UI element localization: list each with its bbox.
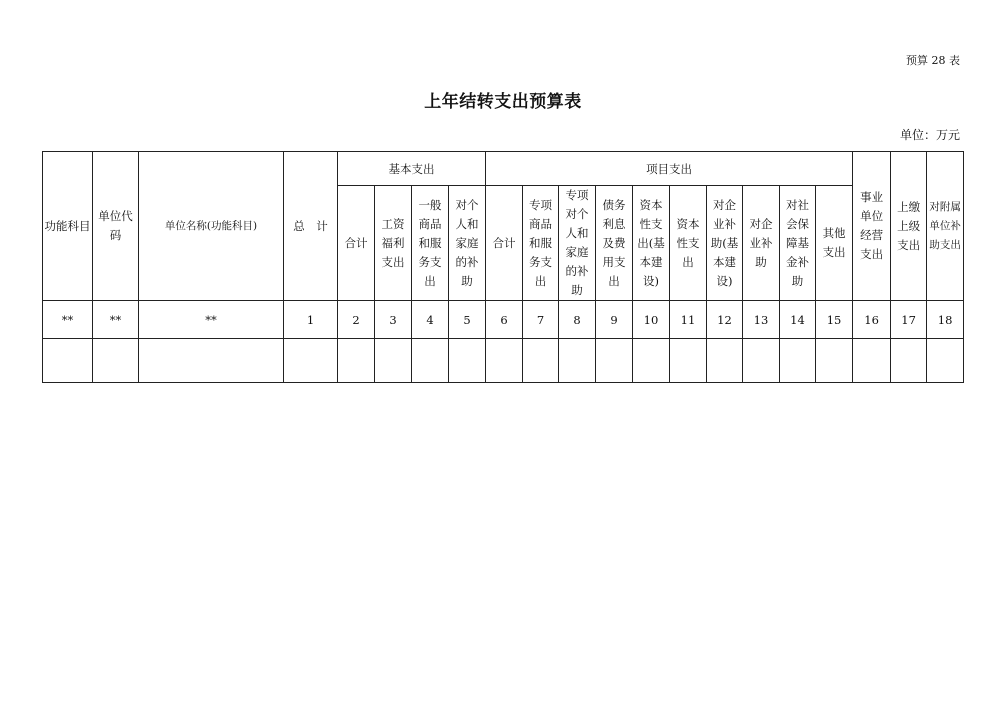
index-cell: 5 (449, 301, 486, 339)
header-subsidiary-unit-subsidy: 对附属 单位补 助支出 (927, 152, 964, 301)
header-project-goods-services: 专项 商品 和服 务支 出 (523, 186, 559, 301)
table-row (43, 339, 964, 383)
budget-table (42, 151, 964, 383)
data-cell (375, 339, 412, 383)
data-cell (816, 339, 853, 383)
header-project-debt-interest: 债务 利息 及费 用支 出 (596, 186, 633, 301)
header-project-social-security: 对社 会保 障基 金补 助 (780, 186, 816, 301)
index-cell: ** (139, 301, 284, 339)
page-title: 上年结转支出预算表 (424, 92, 582, 112)
header-basic-subtotal: 合计 (338, 186, 375, 301)
data-cell (670, 339, 707, 383)
index-cell: ** (93, 301, 139, 339)
data-cell (523, 339, 559, 383)
data-cell (139, 339, 284, 383)
data-cell (449, 339, 486, 383)
data-cell (891, 339, 927, 383)
index-cell: 13 (743, 301, 780, 339)
header-project-expenditure: 项目支出 (486, 152, 853, 186)
header-project-enterprise-construction: 对企 业补 助(基 本建 设) (707, 186, 743, 301)
header-basic-goods-services: 一般 商品 和服 务支 出 (412, 186, 449, 301)
header-unit-name: 单位名称(功能科目) (139, 152, 284, 301)
header-project-capital: 资本 性支 出 (670, 186, 707, 301)
data-cell (633, 339, 670, 383)
header-unit-code: 单位代 码 (93, 152, 139, 301)
index-cell: 1 (284, 301, 338, 339)
header-project-subtotal: 合计 (486, 186, 523, 301)
data-cell (338, 339, 375, 383)
data-cell (284, 339, 338, 383)
header-project-enterprise-subsidy: 对企 业补 助 (743, 186, 780, 301)
header-basic-household-subsidy: 对个 人和 家庭 的补 助 (449, 186, 486, 301)
data-cell (743, 339, 780, 383)
index-cell: 2 (338, 301, 375, 339)
index-cell: 10 (633, 301, 670, 339)
header-total: 总 计 (284, 152, 338, 301)
data-cell (596, 339, 633, 383)
index-cell: 4 (412, 301, 449, 339)
header-basic-expenditure: 基本支出 (338, 152, 486, 186)
index-cell: 18 (927, 301, 964, 339)
data-cell (707, 339, 743, 383)
data-cell (93, 339, 139, 383)
index-cell: 12 (707, 301, 743, 339)
data-cell (486, 339, 523, 383)
header-project-capital-construction: 资本 性支 出(基 本建 设) (633, 186, 670, 301)
header-business-unit-operating: 事业 单位 经营 支出 (853, 152, 891, 301)
header-basic-salary: 工资 福利 支出 (375, 186, 412, 301)
index-cell: 17 (891, 301, 927, 339)
index-cell: 11 (670, 301, 707, 339)
index-cell: 8 (559, 301, 596, 339)
index-cell: 7 (523, 301, 559, 339)
data-cell (412, 339, 449, 383)
form-number: 预算 28 表 (906, 54, 960, 67)
index-cell: 16 (853, 301, 891, 339)
header-project-household-subsidy: 专项 对个 人和 家庭 的补 助 (559, 186, 596, 301)
data-cell (853, 339, 891, 383)
data-cell (43, 339, 93, 383)
data-cell (559, 339, 596, 383)
index-cell: 15 (816, 301, 853, 339)
index-cell: ** (43, 301, 93, 339)
index-cell: 3 (375, 301, 412, 339)
index-cell: 6 (486, 301, 523, 339)
header-upper-level-payment: 上缴 上级 支出 (891, 152, 927, 301)
data-cell (780, 339, 816, 383)
data-cell (927, 339, 964, 383)
index-cell: 9 (596, 301, 633, 339)
index-row (43, 301, 964, 339)
index-cell: 14 (780, 301, 816, 339)
unit-label: 单位：万元 (899, 128, 960, 142)
header-project-other: 其他 支出 (816, 186, 853, 301)
header-func-subject: 功能科目 (43, 152, 93, 301)
